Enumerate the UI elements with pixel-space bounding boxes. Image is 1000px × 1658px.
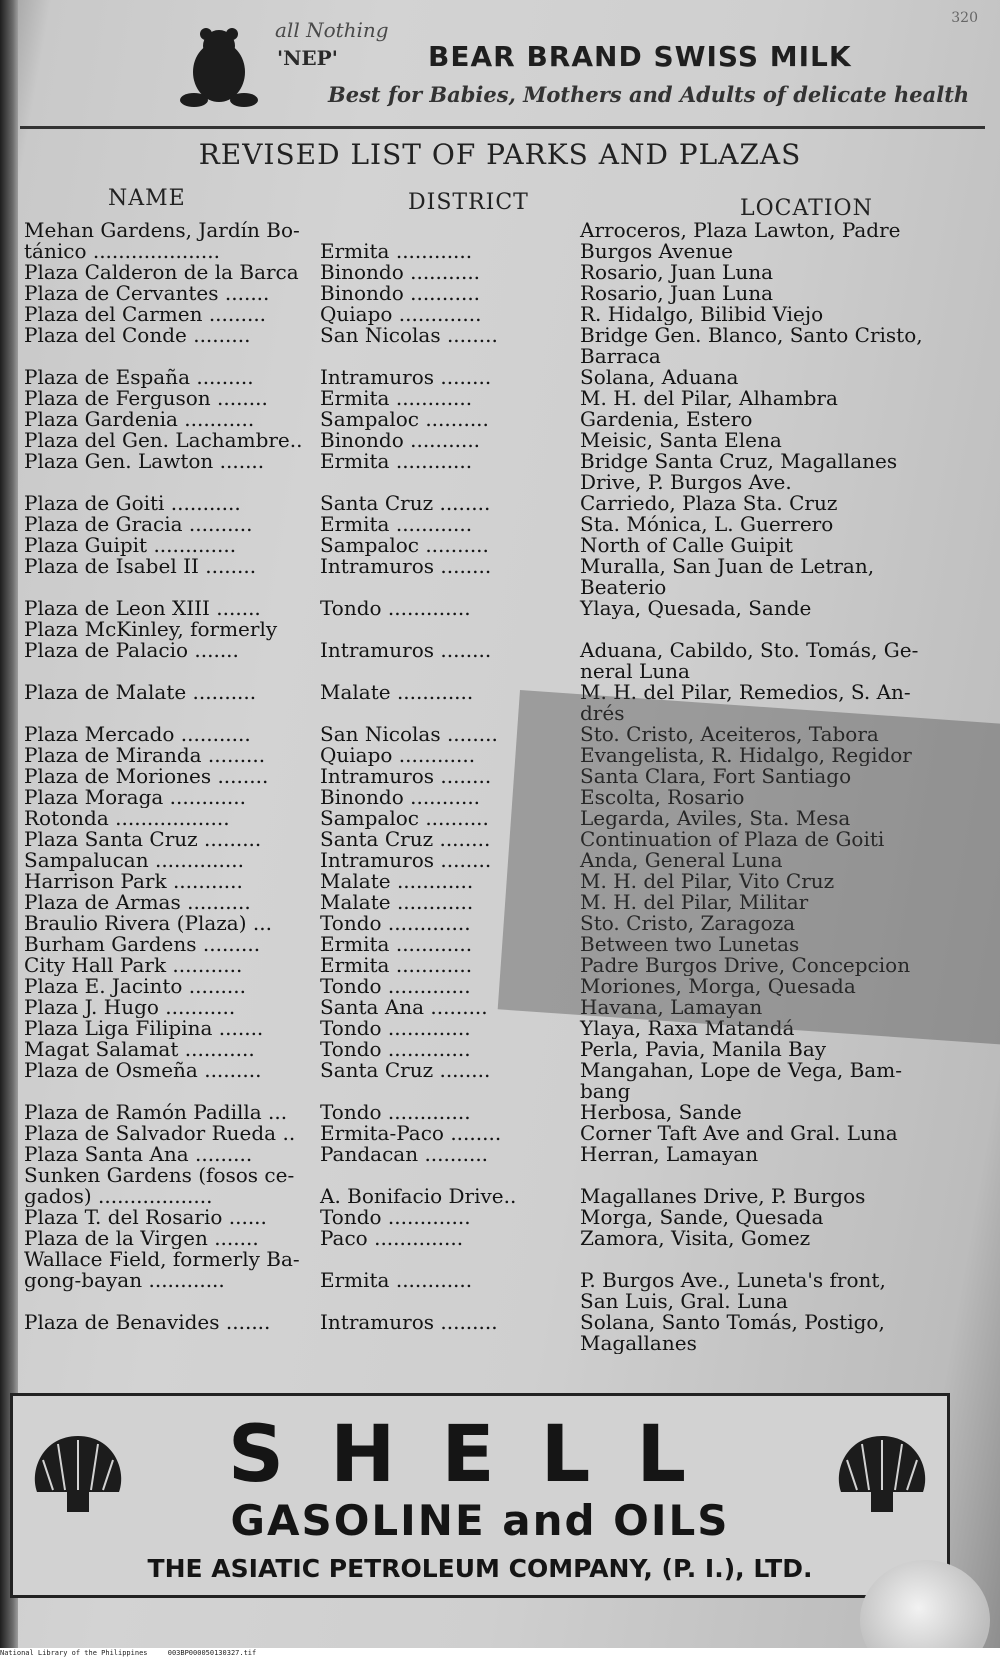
table-row [18, 451, 983, 493]
park-name: Sunken Gardens (fosos ce- gados) .................. [24, 1165, 295, 1207]
park-location: Moriones, Morga, Quesada [580, 976, 856, 997]
table-row [18, 1144, 983, 1165]
park-location: Solana, Aduana [580, 367, 739, 388]
park-location: Corner Taft Ave and Gral. Luna [580, 1123, 898, 1144]
park-location: Ylaya, Quesada, Sande [580, 598, 812, 619]
park-location: Perla, Pavia, Manila Bay [580, 1039, 827, 1060]
park-district: San Nicolas ........ [320, 325, 498, 347]
park-location: Herran, Lamayan [580, 1144, 759, 1165]
park-location: Zamora, Visita, Gomez [580, 1228, 811, 1249]
park-district: Paco .............. [320, 1228, 464, 1249]
park-name: Braulio Rivera (Plaza) ... [24, 913, 272, 934]
park-location: Gardenia, Estero [580, 409, 753, 430]
park-name: Wallace Field, formerly Ba- gong-bayan ............ [24, 1249, 300, 1292]
park-name: Plaza de Miranda ......... [24, 745, 266, 766]
table-row [18, 556, 983, 598]
park-location: Rosario, Juan Luna [580, 283, 774, 304]
table-row [18, 997, 983, 1018]
park-name: Plaza de Benavides ....... [24, 1312, 271, 1334]
table-row [18, 493, 983, 514]
table-row [18, 829, 983, 850]
table-row [18, 892, 983, 913]
park-district: Intramuros ........ [320, 850, 492, 871]
park-location: Solana, Santo Tomás, Postigo, Magallanes [580, 1312, 885, 1354]
park-district: Tondo ............. [320, 1039, 471, 1060]
table-row [18, 1249, 983, 1312]
table-row [18, 955, 983, 976]
park-name: Plaza McKinley, formerly Plaza de Palacio ....... [24, 619, 278, 662]
table-row [18, 304, 983, 325]
park-name: Plaza de Cervantes ....... [24, 283, 270, 304]
park-location: M. H. del Pilar, Vito Cruz [580, 871, 835, 892]
table-row [18, 535, 983, 556]
column-header-district: DISTRICT [408, 190, 529, 215]
table-row [18, 1060, 983, 1102]
shell-company: THE ASIATIC PETROLEUM COMPANY, (P. I.), LTD. [147, 1554, 813, 1583]
park-location: M. H. del Pilar, Militar [580, 892, 809, 913]
park-district: Intramuros ........ [320, 367, 492, 388]
park-district: Sampaloc .......... [320, 409, 489, 430]
bear-logo-icon [174, 22, 264, 112]
park-district: Malate ............ [320, 871, 474, 892]
table-row [18, 619, 983, 682]
park-location: Havana, Lamayan [580, 997, 763, 1018]
column-header-location: LOCATION [740, 196, 873, 221]
park-district: Binondo ........... [320, 283, 481, 304]
park-location: Escolta, Rosario [580, 787, 745, 808]
park-name: Plaza de la Virgen ....... [24, 1228, 259, 1249]
table-row [18, 1228, 983, 1249]
park-name: Plaza de España ......... [24, 367, 254, 388]
park-name: Plaza de Goiti ........... [24, 493, 241, 514]
table-row [18, 283, 983, 304]
park-district: Ermita ............ [320, 514, 473, 535]
footer-library: National Library of the Philippines [0, 1649, 148, 1657]
table-row [18, 409, 983, 430]
park-name: Plaza Mercado ........... [24, 724, 251, 745]
park-location: Bridge Gen. Blanco, Santo Cristo, Barraca [580, 325, 923, 367]
park-district: San Nicolas ........ [320, 724, 498, 745]
park-location: Between two Lunetas [580, 934, 800, 955]
park-name: Plaza Santa Ana ......... [24, 1144, 253, 1165]
park-name: Plaza de Gracia .......... [24, 514, 253, 535]
park-name: Plaza E. Jacinto ......... [24, 976, 246, 997]
park-district: Malate ............ [320, 682, 474, 704]
column-header-name: NAME [108, 186, 186, 211]
shell-advertisement [10, 1393, 950, 1598]
park-location: Carriedo, Plaza Sta. Cruz [580, 493, 838, 514]
park-location: Muralla, San Juan de Letran, Beaterio [580, 556, 875, 598]
park-location: Meisic, Santa Elena [580, 430, 782, 451]
park-location: Padre Burgos Drive, Concepcion [580, 955, 911, 976]
park-name: Plaza J. Hugo ........... [24, 997, 236, 1018]
table-row [18, 808, 983, 829]
table-row [18, 598, 983, 619]
park-location: Arroceros, Plaza Lawton, Padre Burgos Avenue [580, 220, 901, 262]
park-location: M. H. del Pilar, Alhambra [580, 388, 838, 409]
park-district: Ermita ............ [320, 955, 473, 976]
park-district: Intramuros ........ [320, 638, 492, 662]
park-location: Evangelista, R. Hidalgo, Regidor [580, 745, 912, 766]
park-name: Plaza de Leon XIII ....... [24, 598, 261, 619]
table-row [18, 913, 983, 934]
park-name: City Hall Park ........... [24, 955, 243, 976]
park-district: Intramuros ........ [320, 556, 492, 578]
table-row [18, 514, 983, 535]
table-row [18, 1312, 983, 1354]
table-row [18, 367, 983, 388]
header-small-text: all Nothing [275, 18, 389, 42]
park-name: Plaza de Moriones ........ [24, 766, 269, 787]
park-name: Plaza Gen. Lawton ....... [24, 451, 265, 473]
park-name: Plaza Guipit ............. [24, 535, 237, 556]
park-district: Sampaloc .......... [320, 808, 489, 829]
table-row [18, 220, 983, 262]
park-district: Ermita ............ [320, 388, 473, 409]
park-district: Intramuros ........ [320, 766, 492, 787]
park-name: Burham Gardens ......... [24, 934, 261, 955]
park-district: Binondo ........... [320, 787, 481, 808]
table-row [18, 262, 983, 283]
park-name: Plaza Gardenia ........... [24, 409, 255, 430]
park-district: Ermita ............ [320, 451, 473, 473]
park-location: Rosario, Juan Luna [580, 262, 774, 283]
park-location: M. H. del Pilar, Remedios, S. An- drés [580, 682, 911, 724]
park-name: Plaza de Osmeña ......... [24, 1060, 262, 1082]
list-title: REVISED LIST OF PARKS AND PLAZAS [198, 138, 802, 171]
park-location: Aduana, Cabildo, Sto. Tomás, Ge- neral Luna [580, 638, 919, 682]
table-row [18, 1018, 983, 1039]
park-name: Harrison Park ........... [24, 871, 243, 892]
park-district: Malate ............ [320, 892, 474, 913]
park-district: Binondo ........... [320, 430, 481, 451]
park-name: Plaza de Isabel II ........ [24, 556, 257, 578]
park-location: Magallanes Drive, P. Burgos [580, 1184, 866, 1207]
table-row [18, 1207, 983, 1228]
park-location: Sto. Cristo, Aceiteros, Tabora [580, 724, 879, 745]
park-district: Ermita-Paco ........ [320, 1123, 502, 1144]
park-name: Plaza Santa Cruz ......... [24, 829, 262, 850]
shell-tagline: GASOLINE and OILS [230, 1496, 730, 1545]
park-location: Continuation of Plaza de Goiti [580, 829, 885, 850]
table-row [18, 388, 983, 409]
table-row [18, 1102, 983, 1123]
park-name: Plaza T. del Rosario ...... [24, 1207, 267, 1228]
park-district: Tondo ............. [320, 598, 471, 619]
table-row [18, 976, 983, 997]
park-name: Mehan Gardens, Jardín Bo- tánico .................... [24, 220, 300, 262]
table-row [18, 1123, 983, 1144]
park-district: Ermita ............ [320, 1268, 473, 1292]
park-name: Plaza de Ferguson ........ [24, 388, 268, 409]
park-district: Ermita ............ [320, 239, 473, 262]
park-district: Quiapo ............ [320, 745, 476, 766]
park-location: Morga, Sande, Quesada [580, 1207, 824, 1228]
header-ad-title: BEAR BRAND SWISS MILK [428, 40, 852, 73]
park-district: Tondo ............. [320, 1102, 471, 1123]
park-name: Plaza de Ramón Padilla ... [24, 1102, 288, 1123]
header-divider [20, 126, 985, 129]
page-number: 320 [951, 10, 978, 26]
park-name: Magat Salamat ........... [24, 1039, 255, 1060]
header-nep-text: 'NEP' [277, 46, 338, 70]
bear-brand-advertisement [160, 12, 980, 112]
park-location: North of Calle Guipit [580, 535, 793, 556]
park-location: Bridge Santa Cruz, Magallanes Drive, P. Burgos Ave. [580, 451, 898, 493]
park-location: Ylaya, Raxa Matandá [580, 1018, 795, 1039]
table-row [18, 1039, 983, 1060]
park-name: Plaza del Carmen ......... [24, 304, 267, 325]
park-name: Rotonda .................. [24, 808, 230, 829]
park-location: Sta. Mónica, L. Guerrero [580, 514, 834, 535]
park-location: Santa Clara, Fort Santiago [580, 766, 852, 787]
park-district: Tondo ............. [320, 1018, 471, 1039]
footer-file: 003BP000050130327.tif [167, 1649, 257, 1657]
park-name: Plaza Moraga ............ [24, 787, 246, 808]
park-name: Plaza Liga Filipina ....... [24, 1018, 264, 1039]
table-row [18, 682, 983, 724]
park-location: Legarda, Aviles, Sta. Mesa [580, 808, 851, 829]
table-row [18, 934, 983, 955]
park-name: Plaza de Salvador Rueda .. [24, 1123, 296, 1144]
table-row [18, 787, 983, 808]
parks-table [18, 220, 983, 1354]
park-district: Santa Cruz ........ [320, 829, 491, 850]
park-name: Plaza del Conde ......... [24, 325, 251, 347]
table-row [18, 871, 983, 892]
park-district: Tondo ............. [320, 913, 471, 934]
park-district: Ermita ............ [320, 934, 473, 955]
table-row [18, 430, 983, 451]
park-location: P. Burgos Ave., Luneta's front, San Luis, Gral. Luna [580, 1268, 886, 1312]
table-row [18, 850, 983, 871]
park-location: Sto. Cristo, Zaragoza [580, 913, 796, 934]
park-location: Anda, General Luna [580, 850, 783, 871]
park-name: Plaza de Armas .......... [24, 892, 251, 913]
park-district: Santa Cruz ........ [320, 493, 491, 514]
table-row [18, 724, 983, 745]
park-district: Quiapo ............. [320, 304, 482, 325]
park-district: Tondo ............. [320, 1207, 471, 1228]
park-district: Tondo ............. [320, 976, 471, 997]
park-name: Plaza del Gen. Lachambre.. [24, 430, 303, 451]
park-district: Santa Ana ......... [320, 997, 488, 1018]
header-ad-subtitle: Best for Babies, Mothers and Adults of delicate health [328, 82, 970, 107]
park-district: Intramuros ......... [320, 1312, 498, 1334]
park-location: R. Hidalgo, Bilibid Viejo [580, 304, 824, 325]
park-name: Plaza Calderon de la Barca [24, 262, 299, 283]
table-row [18, 1165, 983, 1207]
park-district: Binondo ........... [320, 262, 481, 283]
table-row [18, 745, 983, 766]
park-name: Plaza de Malate .......... [24, 682, 257, 704]
park-district: Santa Cruz ........ [320, 1060, 491, 1082]
table-row [18, 325, 983, 367]
park-district: A. Bonifacio Drive.. [320, 1184, 517, 1207]
scan-footer [0, 1648, 1000, 1658]
park-location: Herbosa, Sande [580, 1102, 742, 1123]
park-location: Mangahan, Lope de Vega, Bam- bang [580, 1060, 902, 1102]
table-row [18, 766, 983, 787]
shell-brand: SHELL [227, 1410, 733, 1500]
park-name: Sampalucan .............. [24, 850, 244, 871]
park-district: Sampaloc .......... [320, 535, 489, 556]
park-district: Pandacan .......... [320, 1144, 489, 1165]
